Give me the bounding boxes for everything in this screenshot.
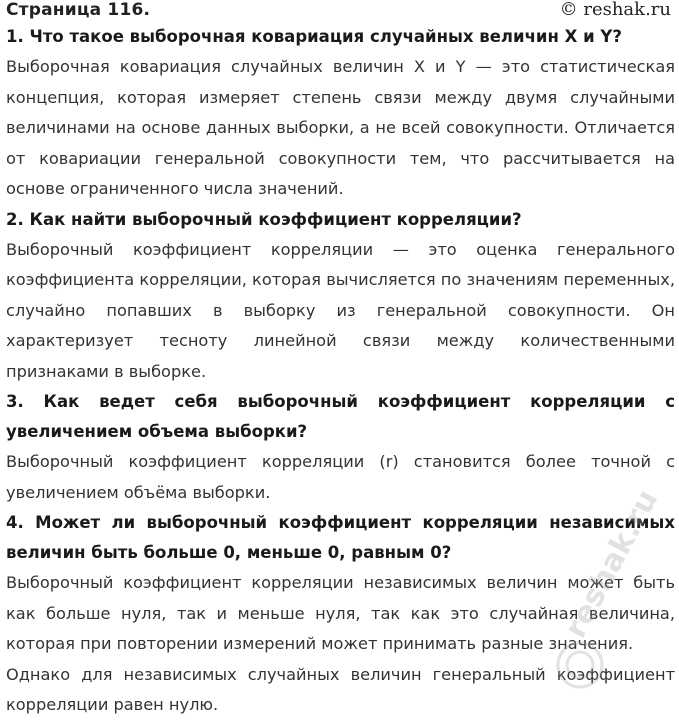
watermark-text: reshak.ru [558,484,666,644]
answer-4-paragraph-2: Однако для независимых случайных величин генеральный коэффициент корреляции равен нулю. [6,664,675,714]
answer-4-paragraph-1: Выборочный коэффициент корреляции независимых величин может быть как больше нуля, так и меньше нуля, так как это случайная величина, которая при повторении измерений может принимать разные значения. [6,573,675,653]
question-1-title: 1. Что такое выборочная ковариация случайных величин X и Y? [6,27,622,46]
question-3-title: 3. Как ведет себя выборочный коэффициент корреляции с увеличением объема выборки? [6,392,675,441]
answer-2-paragraph: Выборочный коэффициент корреляции — это оценка генерального коэффициента корреляции, которая вычисляется по значениям переменных, случайно попавших в выборку из генеральной совокупности. Он характеризует тесноту линейной связи между количественными признаками в выборке. [6,239,675,381]
answer-3-paragraph: Выборочный коэффициент корреляции (r) становится более точной с увеличением объёма выборки. [6,452,675,502]
page-number: Страница 116. [6,0,151,20]
section-3 [4,387,675,508]
section-2 [4,205,675,388]
answer-1-paragraph: Выборочная ковариация случайных величин X и Y — это статистическая концепция, которая измеряет степень связи между двумя случайными величинами на основе данных выборки, а не всей совокупности. Отличается от ковариации генеральной совокупности тем, что рассчитывается на основе ограниченного числа значений. [6,57,675,198]
page-header [4,0,675,22]
section-4 [4,508,675,721]
question-2-title: 2. Как найти выборочный коэффициент корреляции? [6,209,522,229]
question-4-title: 4. Может ли выборочный коэффициент корреляции независимых величин быть больше 0, меньше 0, равным 0? [6,513,675,562]
site-copyright[interactable]: © reshak.ru [559,0,671,20]
section-1 [4,22,675,205]
